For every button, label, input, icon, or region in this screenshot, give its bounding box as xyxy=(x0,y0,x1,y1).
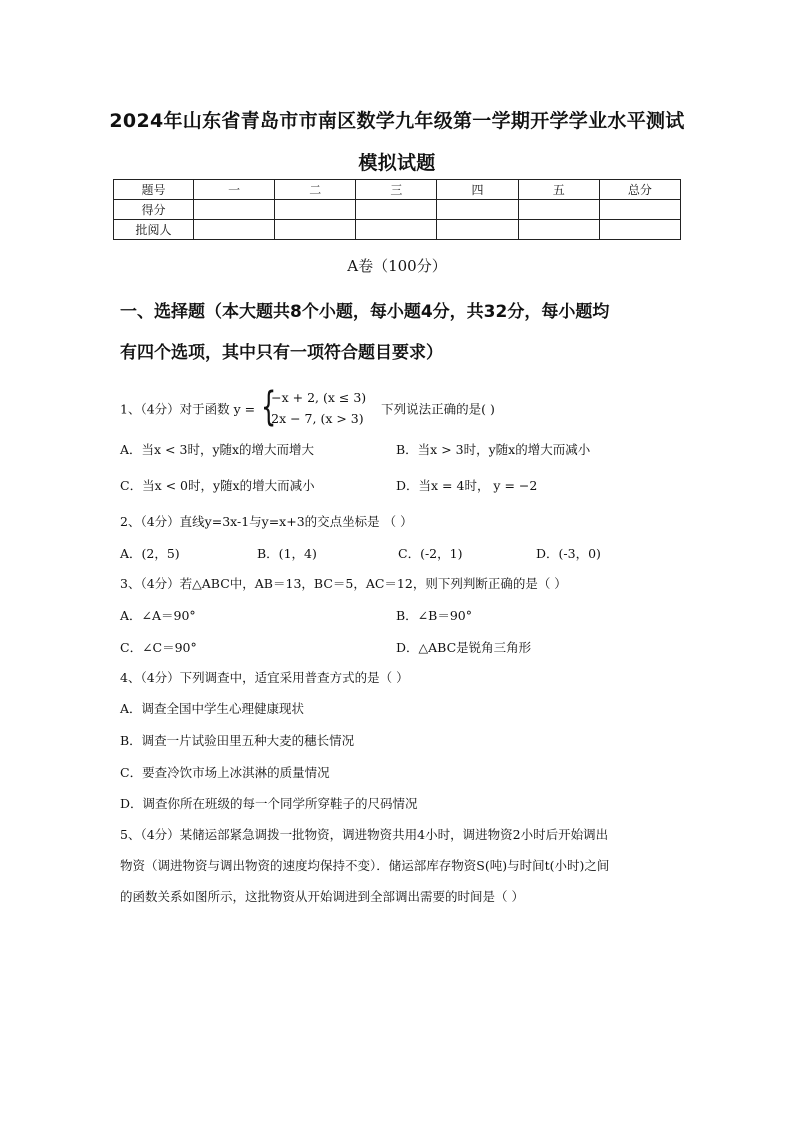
piecewise-case-1: −x + 2, (x ≤ 3) xyxy=(271,390,367,405)
score-table-cell[interactable] xyxy=(356,220,437,240)
question-3-stem: 3、（4分）若△ABC中，AB＝13，BC＝5，AC＝12，则下列判断正确的是（ ） xyxy=(120,576,567,591)
question-2-option-b[interactable]: B．(1，4) xyxy=(257,546,317,561)
question-3-option-a[interactable]: A．∠A＝90° xyxy=(120,608,196,623)
score-table-row-label: 得分 xyxy=(114,200,194,220)
score-table-cell[interactable] xyxy=(437,220,518,240)
brace-symbol: { xyxy=(261,384,277,430)
exam-title-line2: 模拟试题 xyxy=(358,152,436,174)
score-table-row xyxy=(114,220,681,240)
question-1-option-c[interactable]: C．当x < 0时，y随x的增大而减小 xyxy=(120,478,315,493)
section-heading-line2: 有四个选项，其中只有一项符合题目要求） xyxy=(120,343,443,363)
question-2-option-d[interactable]: D．(-3，0) xyxy=(536,546,601,561)
score-table-cell: 五 xyxy=(518,180,599,200)
question-1-option-a[interactable]: A．当x < 3时，y随x的增大而增大 xyxy=(120,442,315,457)
question-1-option-b[interactable]: B．当x > 3时，y随x的增大而减小 xyxy=(396,442,591,457)
score-table-cell: 二 xyxy=(275,180,356,200)
score-table-cell: 题号 xyxy=(114,180,194,200)
score-table-cell[interactable] xyxy=(194,200,275,220)
question-4-option-b[interactable]: B．调查一片试验田里五种大麦的穗长情况 xyxy=(120,733,355,748)
score-table-header-row xyxy=(114,180,681,200)
question-3-option-d[interactable]: D．△ABC是锐角三角形 xyxy=(396,640,532,655)
score-table-cell: 三 xyxy=(356,180,437,200)
question-2-option-a[interactable]: A．(2，5) xyxy=(120,546,180,561)
question-5-line3: 的函数关系如图所示，这批物资从开始调进到全部调出需要的时间是（ ） xyxy=(120,889,524,904)
score-table-cell[interactable] xyxy=(275,220,356,240)
piecewise-function xyxy=(261,384,379,431)
score-table-cell[interactable] xyxy=(194,220,275,240)
question-4-option-c[interactable]: C．要查冷饮市场上冰淇淋的质量情况 xyxy=(120,765,330,780)
question-1-suffix: 下列说法正确的是( ) xyxy=(381,401,495,417)
score-table-cell: 四 xyxy=(437,180,518,200)
question-2-option-c[interactable]: C．(-2，1) xyxy=(398,546,463,561)
score-table-row xyxy=(114,200,681,220)
score-table-cell[interactable] xyxy=(275,200,356,220)
paper-a-heading: A卷（100分） xyxy=(347,257,447,275)
score-table-cell[interactable] xyxy=(599,220,680,240)
score-table-cell: 总分 xyxy=(599,180,680,200)
question-3-option-c[interactable]: C．∠C＝90° xyxy=(120,640,197,655)
score-table xyxy=(113,179,681,240)
section-heading-line1: 一、选择题（本大题共8个小题，每小题4分，共32分，每小题均 xyxy=(120,302,610,322)
piecewise-case-2: 2x − 7, (x > 3) xyxy=(271,411,364,426)
question-4-stem: 4、（4分）下列调查中，适宜采用普查方式的是（ ） xyxy=(120,670,409,685)
question-1-option-d[interactable]: D．当x = 4时， y = −2 xyxy=(396,478,538,493)
exam-title-line1: 2024年山东省青岛市市南区数学九年级第一学期开学学业水平测试 xyxy=(109,110,685,132)
score-table-cell[interactable] xyxy=(356,200,437,220)
question-5-line2: 物资（调进物资与调出物资的速度均保持不变）．储运部库存物资S(吨)与时间t(小时)之间 xyxy=(120,858,610,873)
question-3-option-b[interactable]: B．∠B＝90° xyxy=(396,608,473,623)
question-1-stem xyxy=(120,384,495,431)
score-table-cell[interactable] xyxy=(599,200,680,220)
score-table-cell[interactable] xyxy=(518,200,599,220)
question-4-option-d[interactable]: D．调查你所在班级的每一个同学所穿鞋子的尺码情况 xyxy=(120,796,418,811)
score-table-cell[interactable] xyxy=(518,220,599,240)
score-table-row-label: 批阅人 xyxy=(114,220,194,240)
question-4-option-a[interactable]: A．调查全国中学生心理健康现状 xyxy=(120,701,305,716)
question-2-stem: 2、（4分）直线y=3x-1与y=x+3的交点坐标是 （ ） xyxy=(120,514,413,529)
question-1-prefix: 1、（4分）对于函数 y = xyxy=(120,401,260,417)
score-table-cell[interactable] xyxy=(437,200,518,220)
question-5-line1: 5、（4分）某储运部紧急调拨一批物资，调进物资共用4小时，调进物资2小时后开始调出 xyxy=(120,827,609,842)
score-table-cell: 一 xyxy=(194,180,275,200)
